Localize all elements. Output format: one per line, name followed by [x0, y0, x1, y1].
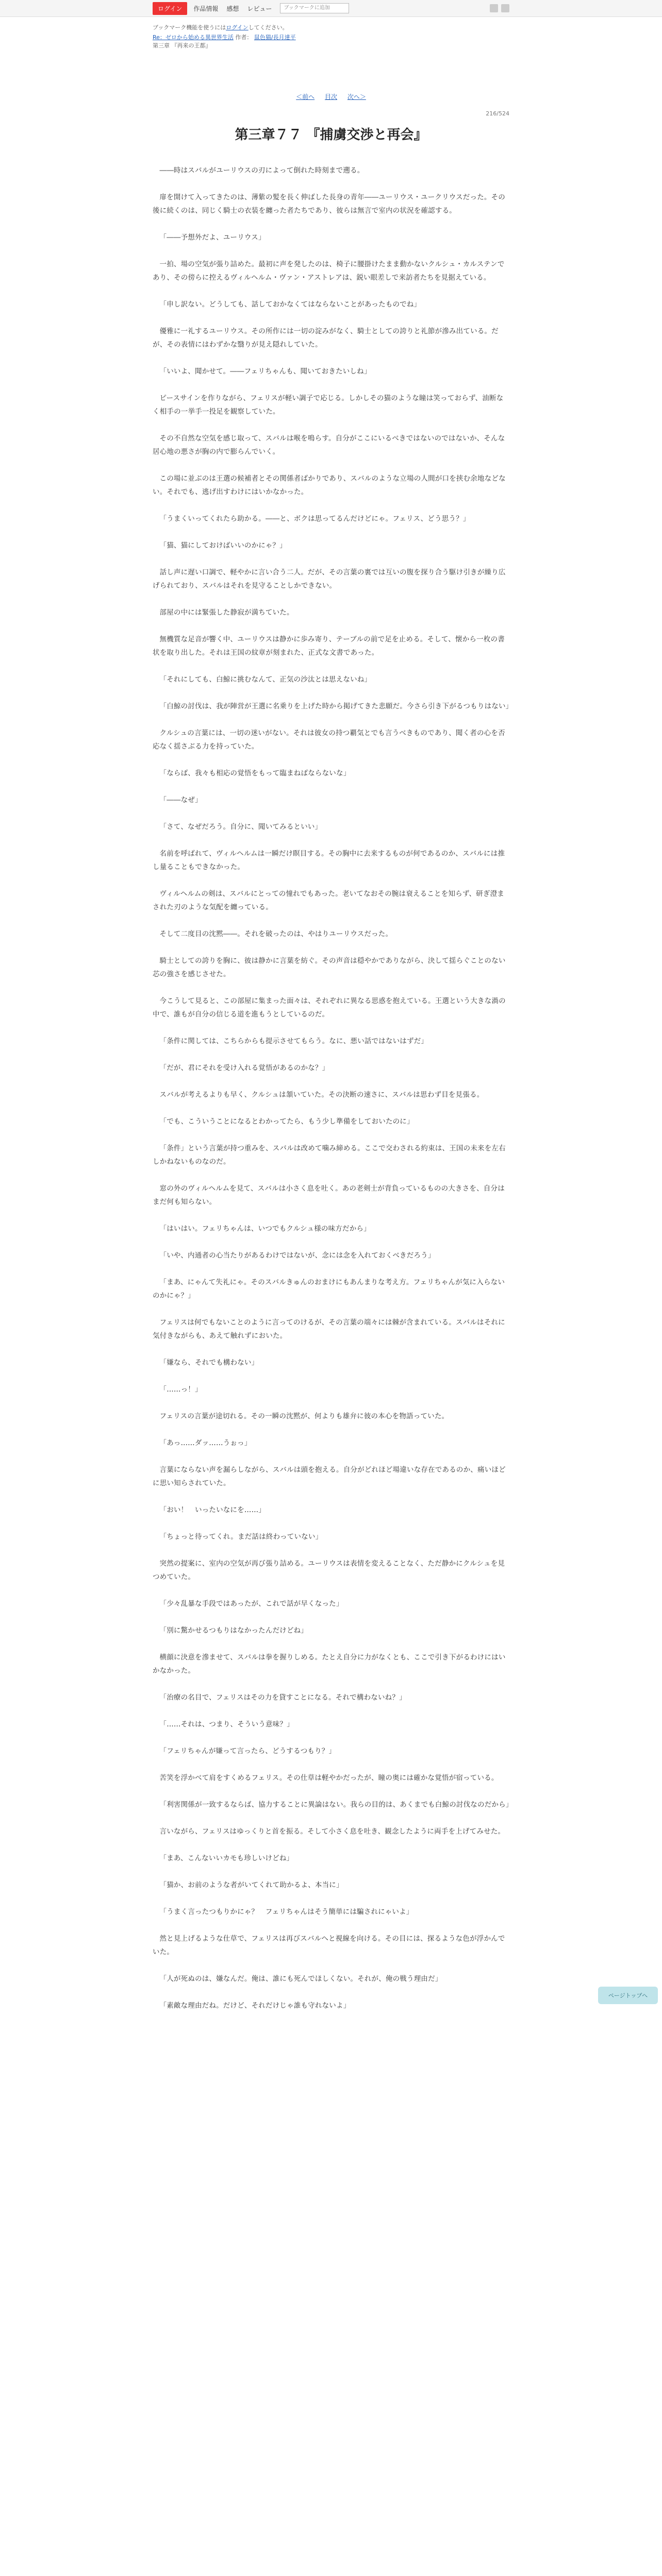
- body-paragraph: 言いながら、フェリスはゆっくりと首を振る。そして小さく息を吐き、観念したように両手を上げてみせた。: [159, 1827, 505, 1836]
- chapter-group: 第三章 『再来の王都』: [153, 42, 211, 49]
- body-paragraph: 「治療の名目で、フェリスはその力を貸すことになる。それで構わないね？」: [159, 1693, 406, 1702]
- pager: [153, 92, 509, 101]
- body-paragraph: 「条件」という言葉が持つ重みを、スバルは改めて噛み締める。ここで交わされる約束は、王国の未来を左右しかねないものなのだ。: [153, 1144, 506, 1166]
- body-paragraph: 一拍、場の空気が張り詰めた。最初に声を発したのは、椅子に腰掛けたまま動かないクルシュ・カルステンであり、その傍らに控えるヴィルヘルム・ヴァン・アストレアは、鋭い眼差しで来訪者たちを見据えている。: [153, 260, 505, 282]
- topbar-icons: [490, 4, 509, 12]
- work-title-link[interactable]: Re：ゼロから始める異世界生活: [153, 34, 234, 41]
- body-paragraph: 「――なぜ」: [159, 796, 202, 804]
- body-paragraph: 「――予想外だよ、ユーリウス」: [159, 233, 266, 242]
- body-paragraph: 「うまく言ったつもりかにゃ？ フェリちゃんはそう簡単には騙されにゃいよ」: [159, 1908, 413, 1916]
- body-paragraph: 突然の提案に、室内の空気が再び張り詰める。ユーリウスは表情を変えることなく、ただ静かにクルシュを見つめていた。: [153, 1560, 505, 1581]
- body-paragraph: 「……それは、つまり、そういう意味？」: [159, 1720, 294, 1728]
- body-paragraph: 部屋の中には緊張した静寂が満ちていた。: [159, 608, 294, 617]
- body-paragraph: 「素敵な理由だね。だけど、それだけじゃ誰も守れないよ」: [159, 2002, 351, 2010]
- body-paragraph: 「利害関係が一致するならば、協力することに異論はない。我らの目的は、あくまでも白鯨の討伐なのだから」: [159, 1801, 513, 1809]
- body-paragraph: 「白鯨の討伐は、我が陣営が王選に名乗りを上げた時から掲げてきた悲願だ。今さら引き下がるつもりはない」: [159, 702, 513, 710]
- login-link[interactable]: ログイン: [226, 24, 249, 31]
- body-paragraph: 「だが、君にそれを受け入れる覚悟があるのかな？」: [159, 1064, 329, 1072]
- page-number: 216/524: [486, 110, 509, 117]
- body-paragraph: 「さて、なぜだろう。自分に、聞いてみるといい」: [159, 823, 322, 831]
- body-paragraph: 騎士としての誇りを胸に、彼は静かに言葉を紡ぐ。その声音は穏やかでありながら、決して揺らぐことのない芯の強さを感じさせた。: [153, 957, 506, 978]
- body-paragraph: 今こうして見ると、この部屋に集まった面々は、それぞれに異なる思惑を抱えている。王選という大きな渦の中で、誰もが自分の信じる道を進もうとしているのだ。: [153, 997, 506, 1019]
- body-paragraph: 窓の外のヴィルヘルムを見て、スバルは小さく息を吐く。あの老剣士が背負っているものの大きさを、自分はまだ何も知らない。: [153, 1184, 505, 1206]
- body-paragraph: 「それにしても、白鯨に挑むなんて、正気の沙汰とは思えないね」: [159, 675, 372, 684]
- body-paragraph: 苦笑を浮かべて肩をすくめるフェリス。その仕草は軽やかだったが、瞳の奥には確かな覚悟が宿っている。: [159, 1774, 499, 1782]
- next-link[interactable]: 次へ＞: [347, 93, 366, 100]
- body-paragraph: 「まあ、こんないいカモも珍しいけどね」: [159, 1854, 294, 1862]
- body-paragraph: 「でも、こういうことになるとわかってたら、もう少し準備をしておいたのに」: [159, 1117, 414, 1126]
- body-paragraph: 優雅に一礼するユーリウス。その所作には一切の淀みがなく、騎士としての誇りと礼節が滲み出ている。だが、その表情にはわずかな翳りが見え隠れしていた。: [153, 327, 499, 349]
- login-button[interactable]: ログイン: [153, 2, 187, 15]
- body-paragraph: スバルが考えるよりも早く、クルシュは頷いていた。その決断の速さに、スバルは思わず目を見張る。: [159, 1091, 484, 1099]
- body-paragraph: 話し声に遅い口調で、軽やかに言い合う二人。だが、その言葉の裏では互いの腹を探り合う駆け引きが繰り広げられており、スバルはそれを見守ることしかできない。: [153, 568, 506, 590]
- body-paragraph: 然と見上げるような仕草で、フェリスは再びスバルへと視線を向ける。その目には、探るような色が浮かんでいた。: [153, 1935, 505, 1956]
- body-paragraph: 扉を開けて入ってきたのは、薄紫の髪を長く伸ばした長身の青年――ユーリウス・ユークリウスだった。その後に続くのは、同じく騎士の衣装を纏った者たちであり、彼らは無言で室内の状況を確認する。: [153, 193, 505, 215]
- author-link[interactable]: 鼠色猫/長月達平: [254, 34, 296, 41]
- page-top-button[interactable]: ページトップへ: [598, 1987, 658, 2004]
- body-paragraph: 「条件に関しては、こちらからも提示させてもらう。なに、悪い話ではないはずだ」: [159, 1037, 428, 1045]
- body-paragraph: 「はいはい。フェリちゃんは、いつでもクルシュ様の味方だから」: [159, 1225, 371, 1233]
- body-paragraph: 「あっ……ダッ……うぉっ」: [159, 1439, 252, 1447]
- body-paragraph: 「ならば、我々も相応の覚悟をもって臨まねばならないな」: [159, 769, 351, 777]
- body-paragraph: 名前を呼ばれて、ヴィルヘルムは一瞬だけ瞑目する。その胸中に去来するものが何であるのか、スバルには推し量ることもできなかった。: [153, 850, 505, 871]
- nav-item-review[interactable]: レビュー: [247, 5, 272, 12]
- body-paragraph: そして二度目の沈黙――。それを破ったのは、やはりユーリウスだった。: [159, 930, 393, 938]
- body-paragraph: この場に並ぶのは王選の候補者とその関係者ばかりであり、スバルのような立場の人間が口を挟む余地などない。それでも、逃げ出すわけにはいかなかった。: [153, 474, 506, 496]
- body-paragraph: 「別に驚かせるつもりはなかったんだけどね」: [159, 1626, 308, 1635]
- body-paragraph: 「少々乱暴な手段ではあったが、これで話が早くなった」: [159, 1600, 343, 1608]
- body-paragraph: 無機質な足音が響く中、ユーリウスは静かに歩み寄り、テーブルの前で足を止める。そして、懐から一枚の書状を取り出した。それは王国の紋章が刻まれた、正式な文書であった。: [153, 635, 505, 657]
- top-navigation-bar: [0, 0, 662, 17]
- body-paragraph: クルシュの言葉には、一切の迷いがない。それは彼女の持つ覇気とでも言うべきものであり、聞く者の心を否応なく揺さぶる力を持っていた。: [153, 729, 505, 751]
- body-paragraph: ――時はスバルがユーリウスの刃によって倒れた時刻まで遡る。: [159, 166, 365, 175]
- body-paragraph: 「……っ！」: [159, 1385, 202, 1394]
- body-paragraph: 「フェリちゃんが嫌って言ったら、どうするつもり？」: [159, 1747, 336, 1755]
- notice-suffix: してください。: [248, 24, 288, 31]
- body-paragraph: 「まあ、にゃんて失礼にゃ。そのスバルきゅんのおまけにもあんまりな考え方。フェリちゃんが気に入らないのかにゃ？」: [153, 1278, 505, 1300]
- body-paragraph: 「うまくいってくれたら助かる。――と、ボクは思ってるんだけどにゃ。フェリス、どう思う？」: [159, 515, 470, 523]
- body-paragraph: フェリスの言葉が途切れる。その一瞬の沈黙が、何よりも雄弁に彼の本心を物語っていた。: [159, 1412, 449, 1420]
- body-paragraph: 「ちょっと待ってくれ。まだ話は終わっていない」: [159, 1533, 323, 1541]
- body-paragraph: 「おい！ いったいなにを……」: [159, 1506, 266, 1514]
- menu-icon[interactable]: [490, 4, 498, 12]
- body-paragraph: ピースサインを作りながら、フェリスが軽い調子で応じる。しかしその猫のような瞳は笑っておらず、油断なく相手の一挙手一投足を観察していた。: [153, 394, 504, 416]
- body-paragraph: フェリスは何でもないことのように言ってのけるが、その言葉の端々には棘が含まれている。スバルはそれに気付きながらも、あえて触れずにおいた。: [153, 1318, 505, 1340]
- body-paragraph: ヴィルヘルムの剣は、スバルにとっての憧れでもあった。老いてなおその腕は衰えることを知らず、研ぎ澄まされた刃のような気配を纏っている。: [153, 890, 504, 911]
- nav-item-impressions[interactable]: 感想: [226, 5, 239, 12]
- prev-link[interactable]: ＜前へ: [296, 93, 315, 100]
- bookmark-button[interactable]: ブックマークに追加: [280, 3, 349, 13]
- body-paragraph: 「いや、内通者の心当たりがあるわけではないが、念には念を入れておくべきだろう」: [159, 1251, 435, 1260]
- login-notice: [153, 23, 509, 31]
- settings-icon[interactable]: [501, 4, 509, 12]
- main-content: [153, 17, 513, 2012]
- work-meta: [153, 33, 509, 50]
- body-paragraph: 言葉にならない声を漏らしながら、スバルは頭を抱える。自分がどれほど場違いな存在であるのか、痛いほどに思い知らされていた。: [153, 1466, 506, 1487]
- chapter-body: [153, 164, 513, 2012]
- body-paragraph: 「いいよ、聞かせて。――フェリちゃんも、聞いておきたいしね」: [159, 367, 371, 376]
- body-paragraph: その不自然な空気を感じ取って、スバルは喉を鳴らす。自分がここにいるべきではないのではないか、そんな居心地の悪さが胸の内で膨らんでいく。: [153, 434, 505, 456]
- body-paragraph: 「嫌なら、それでも構わない」: [159, 1359, 259, 1367]
- chapter-title: 第三章７７ 『捕虜交渉と再会』: [235, 127, 427, 143]
- body-paragraph: 「人が死ぬのは、嫌なんだ。俺は、誰にも死んでほしくない。それが、俺の戦う理由だ」: [159, 1975, 442, 1983]
- nav-item-work-info[interactable]: 作品情報: [193, 5, 219, 12]
- author-label: 作者：: [235, 34, 253, 41]
- body-paragraph: 「猫か、お前のような者がいてくれて助かるよ、本当に」: [159, 1881, 343, 1889]
- notice-text: ブックマーク機能を使うには: [153, 24, 226, 31]
- body-paragraph: 「申し訳ない。どうしても、話しておかなくてはならないことがあったものでね」: [159, 300, 421, 309]
- body-paragraph: 「猫、猫にしておけばいいのかにゃ？」: [159, 541, 287, 550]
- body-paragraph: 横顔に決意を滲ませて、スバルは拳を握りしめる。たとえ自分に力がなくとも、ここで引き下がるわけにはいかなかった。: [153, 1653, 506, 1675]
- toc-link[interactable]: 目次: [324, 93, 337, 100]
